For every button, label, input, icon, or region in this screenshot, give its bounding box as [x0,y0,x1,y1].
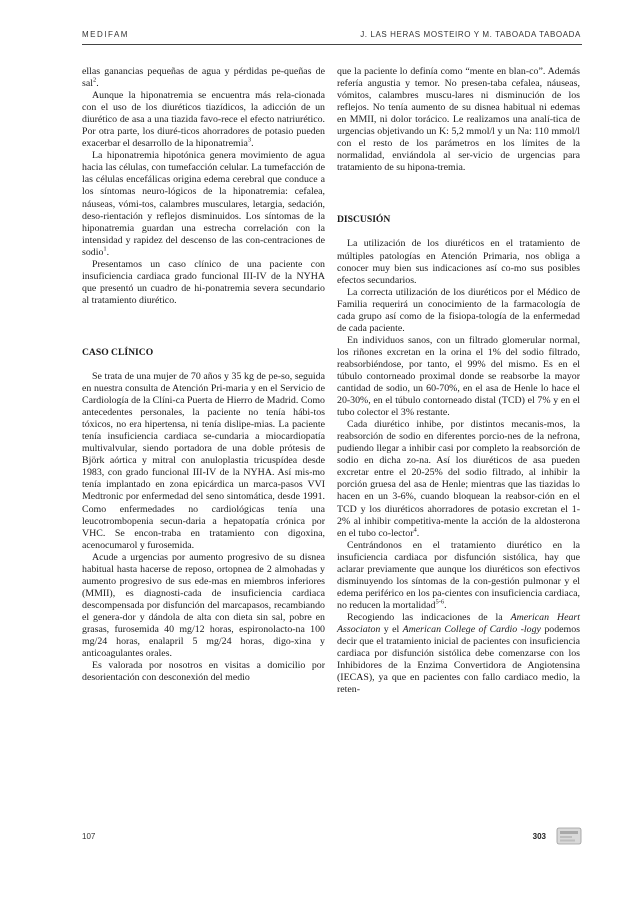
page-number-left: 107 [82,832,96,841]
page-header [0,0,638,58]
header-rule [82,44,582,45]
paragraph: Recogiendo las indicaciones de la American Heart Associaton y el American College of Cardio -logy podemos decir que el tratamiento inicial de pacientes con insuficiencia cardiaca por disfunción sistólica debe comenzarse con los Inhibidores de la Enzima Convertidora de Angiotensina (IECAS), ya que en pacientes con fallo cardiaco medio, la reten- [337,611,580,696]
paragraph: La utilización de los diuréticos en el tratamiento de múltiples patologías en Atención Primaria, nos obliga a conocer muy bien sus indicaciones así co-mo sus posibles efectos secundarios. [337,238,580,286]
paragraph: que la paciente lo definía como “mente en blan-co”. Además refería angustia y temor. No presen-taba cefalea, náuseas, vómitos, calambres muscu-lares ni disminución de los reflejos. No tenía aumento de su disnea habitual ni edemas en MMII, ni dolor torácico. Le realizamos una analí-tica de urgencias objetivando un K: 5,2 mmol/l y un Na: 110 mmol/l con el resto de los parámetros en los límites de la normalidad, enviándola al ser-vicio de urgencias para tratamiento de su hipona-tremia. [337,66,580,174]
paragraph: Se trata de una mujer de 70 años y 35 kg de pe-so, seguida en nuestra consulta de Atención Pri-maria y en el Servicio de Cardiología de la Clíni-ca Puerta de Hierro de Madrid. Como antecedentes personales, la paciente no tenía hábi-tos tóxicos, no era hipertensa, ni tenía dislipe-mias. La paciente tenía insuficiencia cardiaca se-cundaria a miocardiopatía multivalvular, siendo portadora de una doble prótesis de Björk aórtica y mitral con anuloplastia tricuspídea desde 1983, con grado funcional III-IV de la NYHA. Así mis-mo tenía implantado en zona epicárdica un marca-pasos VVI Medtronic por enfermedad del seno sintomática, desde 1991. Como enfermedades no cardiológicas tenía una leucotrombopenia secun-daria a hepatopatía crónica por VHC. Se encon-traba en tratamiento con digoxina, acenocumarol y furosemida. [82,370,325,551]
page-number-right: 303 [532,832,546,841]
paragraph: En individuos sanos, con un filtrado glomerular normal, los riñones excretan en la orina el 1% del sodio filtrado, reabsorbiéndose, por tanto, el 99% del mismo. Es en el túbulo contorneado proximal donde se reabsorbe la mayor cantidad de sodio, un 60-70%, en el asa de Henle lo hace el 20-30%, en el túbulo contorneado distal (TCD) el 7% y en el tubo colector el 3% restante. [337,334,580,419]
paragraph: La hiponatremia hipotónica genera movimiento de agua hacia las células, con tumefacción celular. La tumefacción de las células encefálicas origina edema cerebral que conduce a los síntomas neuro-lógicos de la hiponatremia: cefalea, náuseas, vómi-tos, calambres musculares, letargia, sedación, deso-rientación y reflejos disminuidos. Los síntomas de la hiponatremia guardan una estrecha correlación con la intensidad y rapidez del descenso de las con-centraciones de sodio$^1$. [82,150,325,258]
section-heading-discussion: DISCUSIÓN [337,214,391,226]
journal-name: MEDIFAM [82,30,129,39]
paragraph: La correcta utilización de los diuréticos por el Médico de Familia requerirá un conocimiento de la farmacología de cada grupo así como de la fisiopa-tología de la enfermedad de cada paciente. [337,286,580,334]
paragraph: Aunque la hiponatremia se encuentra más rela-cionada con el uso de los diuréticos tiazídicos, la adicción de un diurético de asa a una tiazida favo-rece el efecto natriurético. Por otra parte, los diuré-ticos ahorradores de potasio pueden exacerbar el desarrollo de la hiponatremia$^3$. [82,90,325,150]
section-heading-case: CASO CLÍNICO [82,346,154,358]
paragraph: Es valorada por nosotros en visitas a domicilio por desorientación con desconexión del medio [82,660,325,684]
paragraph: Cada diurético inhibe, por distintos mecanis-mos, la reabsorción de sodio en diferentes porcio-nes de la nefrona, pudiendo llegar a inhibir casi por completo la reabsorción de sodio en dicha zo-na. Así los diuréticos de asa pueden excretar entre el 20-25% del sodio filtrado, al inhibir la porción gruesa del asa de Henle; mientras que las tiazidas lo hacen en un 3-6%, cuando bloquean la reabsor-ción en el TCD y los diuréticos ahorradores de potasio excretan el 1-2% al inhibir competitiva-mente la acción de la aldosterona en el tubo co-lector$^4$. [337,419,580,539]
paragraph: Acude a urgencias por aumento progresivo de su disnea habitual hasta hacerse de reposo, ortopnea de 2 almohadas y aumento progresivo de sus ede-mas en miembros inferiores (MMII), es diagnosti-cada de insuficiencia cardiaca descompensada por disfunción del marcapasos, recambiando el genera-dor y dándola de alta con dieta sin sal, pobre en grasas, furosemida 40 mg/12 horas, espironolacto-na 100 mg/24 horas, enalapril 5 mg/24 horas, digo-xina y anticoagulantes orales. [82,551,325,660]
paragraph: ellas ganancias pequeñas de agua y pérdidas pe-queñas de sal$^2$. [82,66,325,90]
paragraph: Centrándonos en el tratamiento diurético en la insuficiencia cardiaca por disfunción sistólica, hay que aclarar previamente que aunque los diuréticos son efectivos disminuyendo los síntomas de la con-gestión pulmonar y el edema periférico en los pa-cientes con insuficiencia cardiaca, no reducen la mortalidad$^{5-6}$. [337,539,580,611]
article-authors: J. LAS HERAS MOSTEIRO Y M. TABOADA TABOADA [360,30,581,39]
left-column [82,66,325,684]
paragraph: Presentamos un caso clínico de una paciente con insuficiencia cardiaca grado funcional III-IV de la NYHA que presentó un cuadro de hi-ponatremia severa secundario al tratamiento diurético. [82,258,325,306]
page-footer [82,832,582,852]
journal-logo-icon [556,826,582,846]
right-column [337,66,580,696]
